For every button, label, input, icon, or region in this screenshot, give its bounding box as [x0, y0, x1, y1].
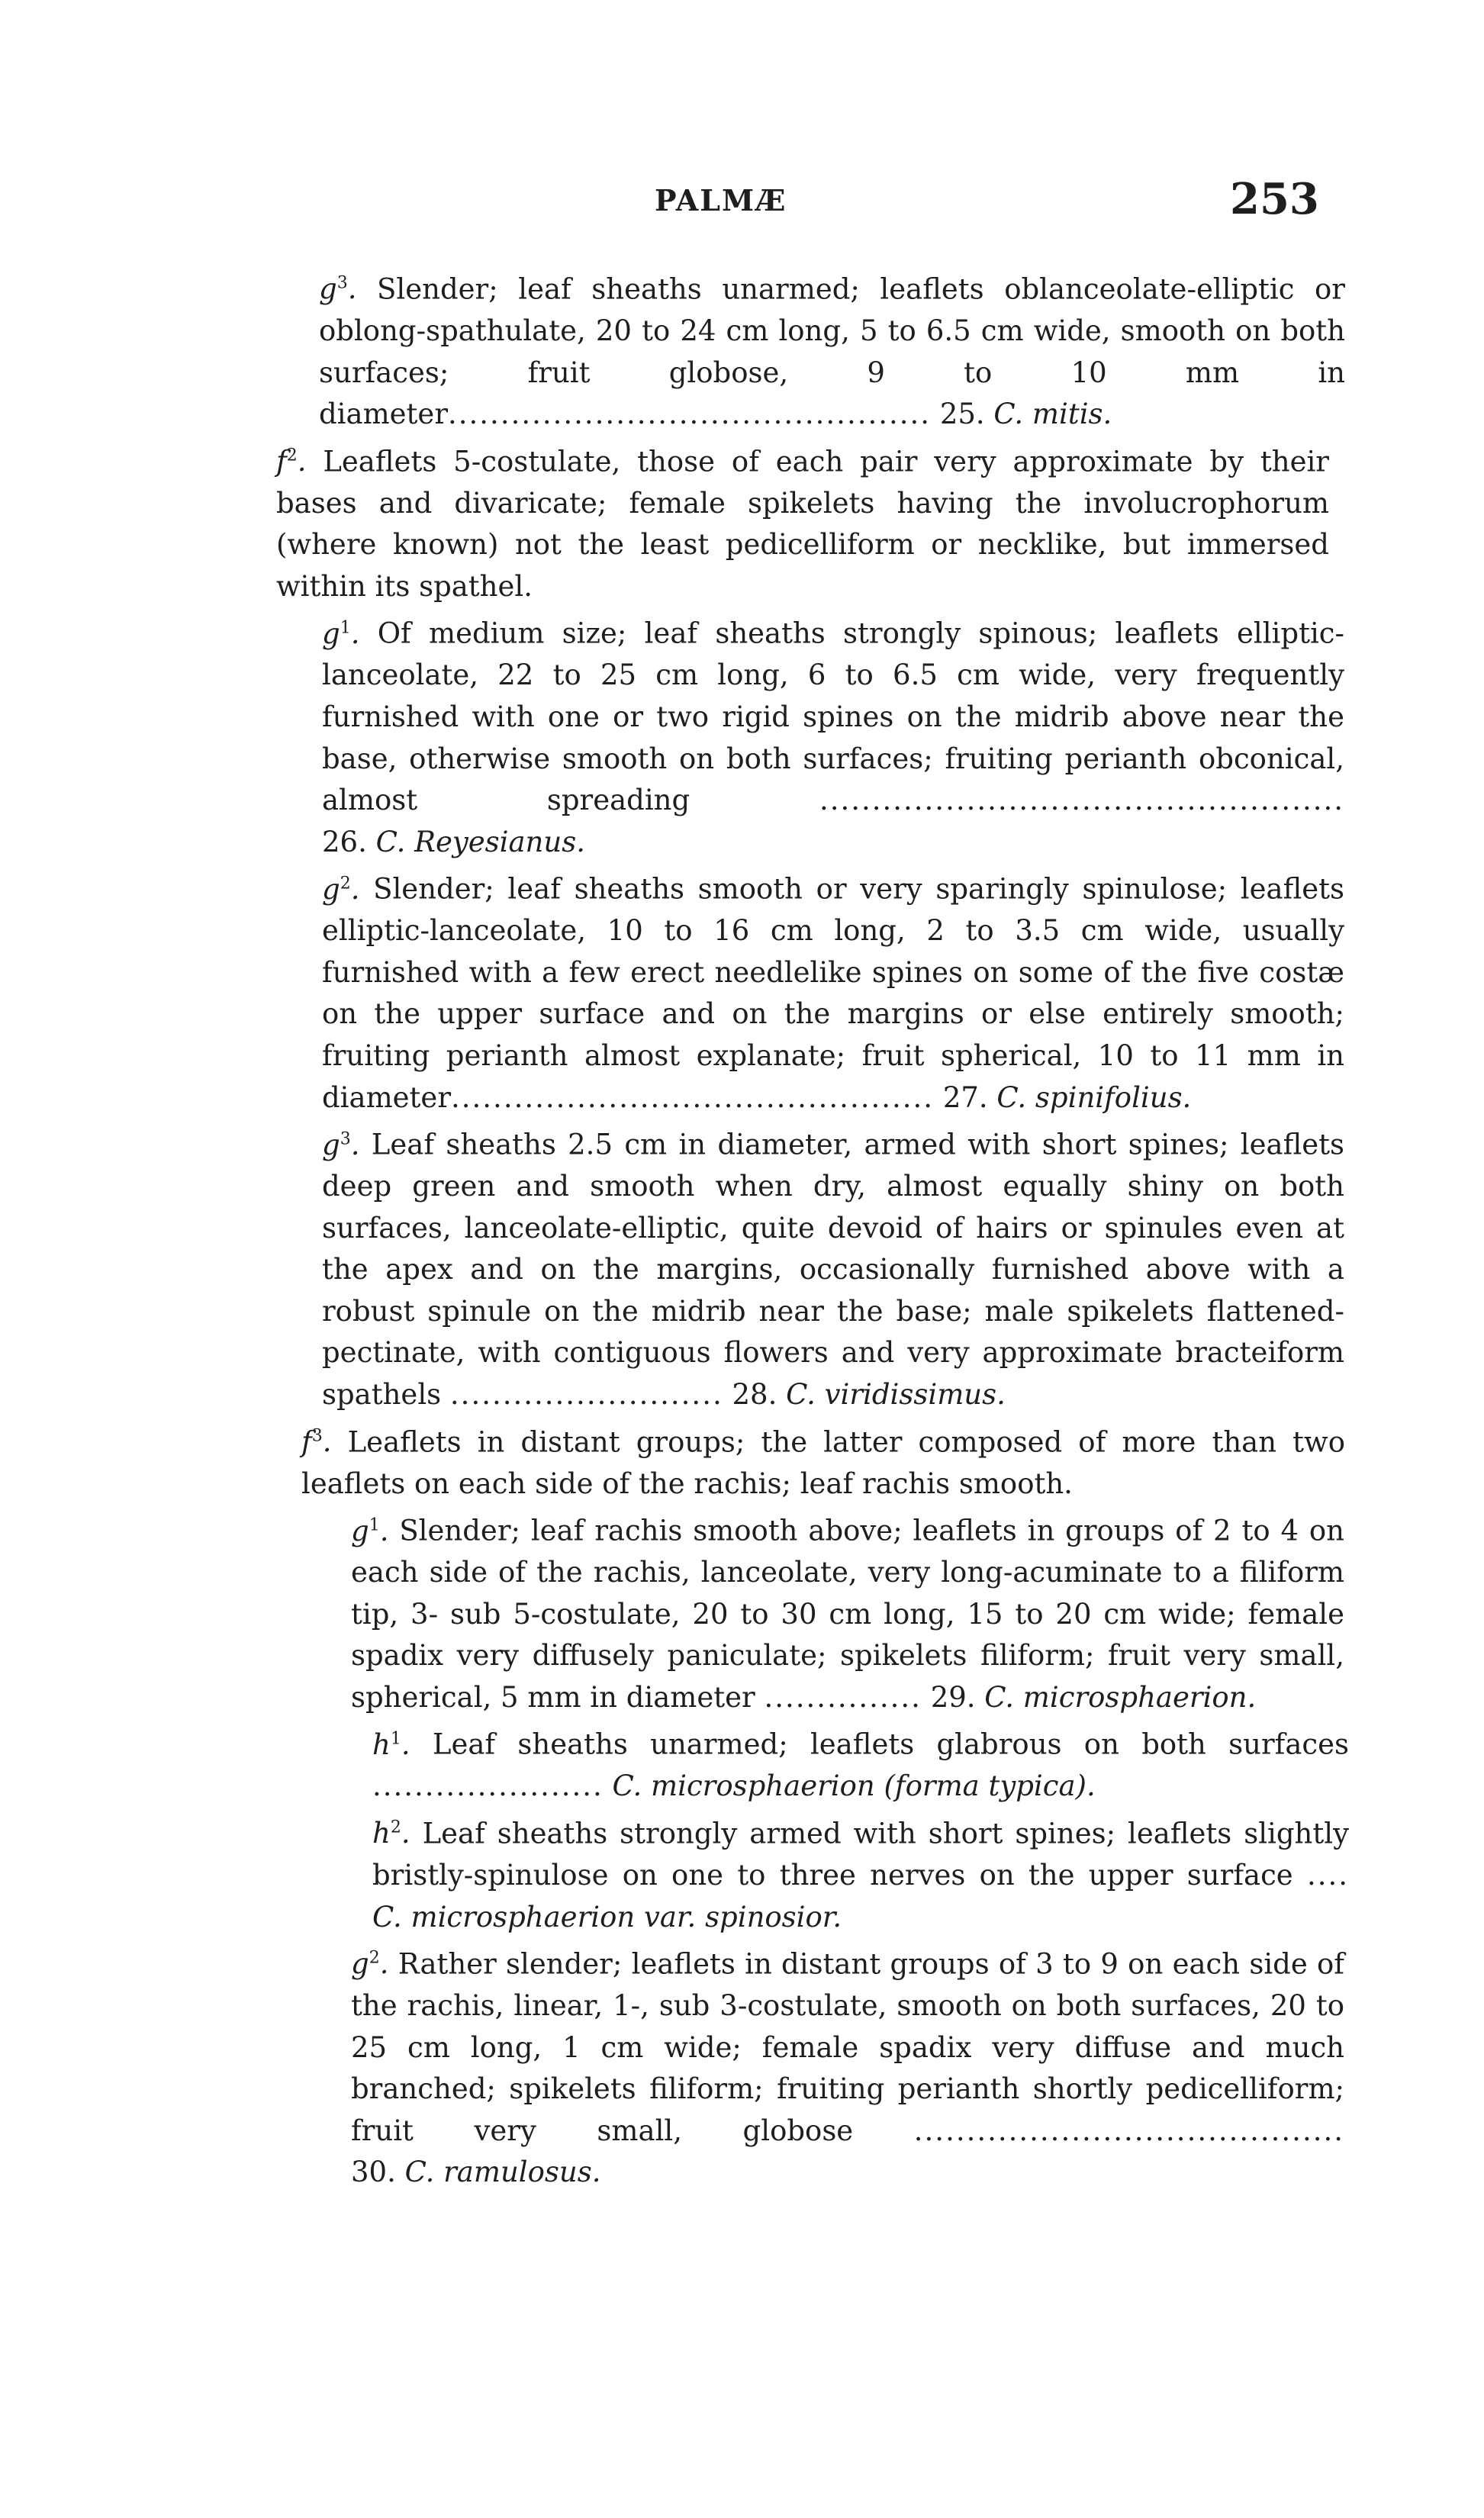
page-header	[0, 174, 1484, 235]
identification-key	[0, 263, 1484, 2194]
key-label: $h^1$.	[372, 1728, 410, 1761]
species-number: 28.	[732, 1378, 777, 1412]
leader-dots: ..........................	[449, 1378, 723, 1412]
key-entry-f3	[301, 1416, 1345, 1505]
species-number: 25.	[939, 398, 985, 431]
key-label: $g^2$.	[322, 872, 360, 906]
key-entry-h2-spinosior	[372, 1808, 1349, 1938]
species-name: C. Reyesianus.	[375, 825, 585, 858]
key-entry-h1-typica	[372, 1718, 1349, 1808]
key-text: Slender; leaf sheaths unarmed; leaflets oblanceolate-elliptic or oblong-spathulate, 20 to 24 cm long, 5 to 6.5 cm wide, smooth on both surfaces; fruit globose, 9 to 10 mm in diameter	[319, 272, 1345, 431]
leader-dots: .........................................	[913, 2114, 1344, 2147]
key-entry-f2	[276, 436, 1329, 608]
species-name: C. viridissimus.	[786, 1378, 1006, 1412]
species-name: C. microsphaerion (forma typica).	[612, 1769, 1096, 1803]
key-text: Leaf sheaths 2.5 cm in diameter, armed with short spines; leaflets deep green and smooth when dry, almost equally shiny on both surfaces, lanceolate-elliptic, quite devoid of hairs or spinules even at the apex and on the margins, occasionally furnished above with a robust spinule on the midrib near the base; male spikelets flattened-pectinate, with contiguous flowers and very approximate bracteiform spathels	[322, 1128, 1345, 1412]
leader-dots: ..............................................	[451, 1080, 935, 1114]
species-number: 27.	[942, 1080, 988, 1114]
page-number: 253	[1230, 174, 1319, 224]
species-name: C. ramulosus.	[404, 2156, 601, 2189]
key-text: Leaf sheaths unarmed; leaflets glabrous on both surfaces	[432, 1728, 1349, 1761]
species-number: 26.	[322, 825, 367, 858]
key-text: Slender; leaf sheaths smooth or very sparingly spinulose; leaflets elliptic-lanceolate, 10 to 16 cm long, 2 to 3.5 cm wide, usually furnished with a few erect needlelike spines on some of the five costæ on the upper surface and on the margins or else entirely smooth; fruiting perianth almost explanate; fruit spherical, 10 to 11 mm in diameter	[322, 872, 1345, 1114]
key-label: $g^1$.	[351, 1514, 389, 1547]
key-text: Leaf sheaths strongly armed with short spines; leaflets slightly bristly-spinulose on one to three nerves on the upper surface	[372, 1817, 1349, 1892]
key-text: Rather slender; leaflets in distant groups of 3 to 9 on each side of the rachis, linear, 1-, sub 3-costulate, smooth on both surfaces, 20 to 25 cm long, 1 cm wide; female spadix very diffuse and much branched; spikelets filiform; fruiting perianth shortly pedicelliform; fruit very small, globose	[351, 1947, 1344, 2147]
running-title: PALMÆ	[655, 183, 787, 217]
species-number: 29.	[930, 1680, 976, 1714]
key-entry-g1-microsphaerion	[351, 1505, 1344, 1718]
species-name: C. microsphaerion var. spinosior.	[372, 1900, 842, 1934]
key-text: Leaflets 5-costulate, those of each pair very approximate by their bases and divaricate; female spikelets having the involucrophorum (where known) not the least pedicelliform or necklike, but immersed within its spathel.	[276, 445, 1329, 603]
species-name: C. mitis.	[993, 398, 1112, 431]
key-entry-g2-ramulosus	[351, 1938, 1344, 2194]
key-entry-g1-reyesianus	[322, 607, 1344, 863]
key-text: Slender; leaf rachis smooth above; leaflets in groups of 2 to 4 on each side of the rachis, lanceolate, very long-acuminate to a filiform tip, 3- sub 5-costulate, 20 to 30 cm long, 15 to 20 cm wide; female spadix very diffusely paniculate; spikelets filiform; fruit very small, spherical, 5 mm in diameter	[351, 1514, 1344, 1714]
species-name: C. spinifolius.	[996, 1080, 1192, 1114]
leader-dots: ..................................................	[819, 784, 1344, 817]
key-label: $g^3$.	[322, 1128, 360, 1161]
leader-dots: ..............................................	[448, 398, 932, 431]
key-entry-g3-viridissimus	[322, 1119, 1344, 1415]
key-label: $g^1$.	[322, 617, 360, 650]
leader-dots: ....	[1306, 1858, 1349, 1892]
key-label: $h^2$.	[372, 1817, 410, 1850]
key-entry-g3-mitis	[319, 263, 1345, 436]
leader-dots: ......................	[372, 1769, 604, 1803]
key-text: Of medium size; leaf sheaths strongly spinous; leaflets elliptic-lanceolate, 22 to 25 cm long, 6 to 6.5 cm wide, very frequently furnished with one or two rigid spines on the midrib above near the base, otherwise smooth on both surfaces; fruiting perianth obconical, almost spreading	[322, 617, 1344, 817]
species-number: 30.	[351, 2156, 396, 2189]
key-label: $f^3$.	[301, 1425, 332, 1458]
key-label: $g^2$.	[351, 1947, 389, 1981]
key-label: $g^3$.	[319, 272, 357, 306]
leader-dots: ...............	[764, 1680, 922, 1714]
key-entry-g2-spinifolius	[322, 863, 1344, 1119]
key-text: Leaflets in distant groups; the latter composed of more than two leaflets on each side of the rachis; leaf rachis smooth.	[301, 1425, 1345, 1500]
key-label: $f^2$.	[276, 445, 307, 478]
species-name: C. microsphaerion.	[984, 1680, 1257, 1714]
